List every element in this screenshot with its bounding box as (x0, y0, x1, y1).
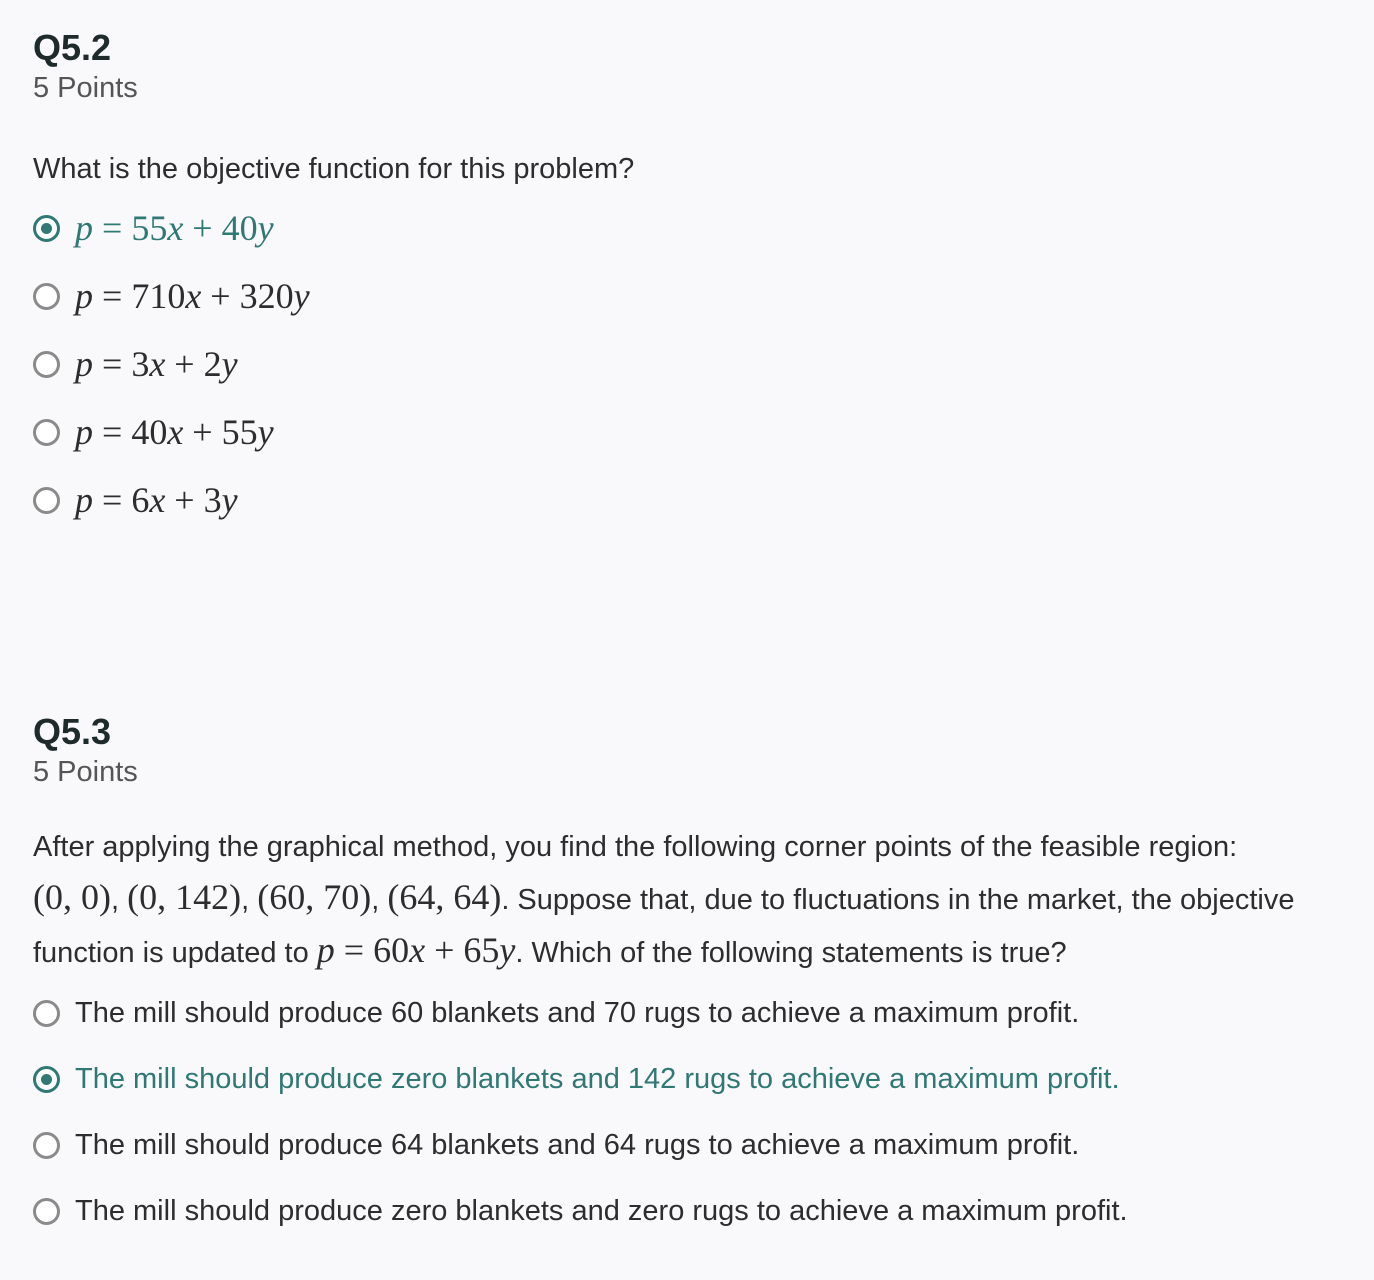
radio-unselected-icon[interactable] (33, 419, 60, 446)
answer-option[interactable] (33, 398, 1363, 466)
option-label: p = 55x + 40y (75, 208, 274, 248)
option-label: The mill should produce zero blankets and zero rugs to achieve a maximum profit. (75, 1194, 1128, 1227)
option-label: The mill should produce zero blankets and 142 rugs to achieve a maximum profit. (75, 1062, 1120, 1095)
answer-option[interactable] (33, 980, 1363, 1046)
answer-options (33, 980, 1363, 1244)
option-label: p = 710x + 320y (75, 276, 310, 316)
answer-options (33, 194, 1363, 534)
corner-point: (64, 64) (387, 877, 502, 917)
corner-point: (60, 70) (257, 877, 372, 917)
answer-option[interactable] (33, 330, 1363, 398)
option-label: p = 6x + 3y (75, 480, 238, 520)
option-label: p = 40x + 55y (75, 412, 274, 452)
question-5-2 (33, 26, 1363, 534)
radio-selected-icon[interactable] (33, 215, 60, 242)
question-points: 5 Points (33, 756, 138, 788)
answer-option[interactable] (33, 466, 1363, 534)
objective-function: p = 60x + 65y (316, 930, 516, 970)
answer-option[interactable] (33, 1178, 1363, 1244)
answer-option[interactable] (33, 1046, 1363, 1112)
question-points: 5 Points (33, 72, 138, 104)
answer-option[interactable] (33, 194, 1363, 262)
radio-unselected-icon[interactable] (33, 351, 60, 378)
option-label: The mill should produce 60 blankets and 70 rugs to achieve a maximum profit. (75, 996, 1080, 1029)
question-title: Q5.3 (33, 711, 112, 752)
option-label: The mill should produce 64 blankets and 64 rugs to achieve a maximum profit. (75, 1128, 1080, 1161)
question-title: Q5.2 (33, 27, 112, 68)
corner-point: (0, 142) (127, 877, 242, 917)
corner-point: (0, 0) (33, 877, 111, 917)
radio-unselected-icon[interactable] (33, 487, 60, 514)
radio-unselected-icon[interactable] (33, 1000, 60, 1027)
radio-unselected-icon[interactable] (33, 283, 60, 310)
option-label: p = 3x + 2y (75, 344, 238, 384)
question-prompt: What is the objective function for this problem? (33, 153, 635, 185)
question-prompt: After applying the graphical method, you find the following corner points of the feasible region: (0, 0), (0, 142), (60, 70), (64, 64). Suppose that, due to fluctuations in the market, the objective function is updated to p = 60x + 65y. Which of the following statements is true? (33, 831, 1295, 970)
question-5-3 (33, 710, 1363, 1244)
answer-option[interactable] (33, 1112, 1363, 1178)
radio-selected-icon[interactable] (33, 1066, 60, 1093)
radio-unselected-icon[interactable] (33, 1198, 60, 1225)
answer-option[interactable] (33, 262, 1363, 330)
radio-unselected-icon[interactable] (33, 1132, 60, 1159)
